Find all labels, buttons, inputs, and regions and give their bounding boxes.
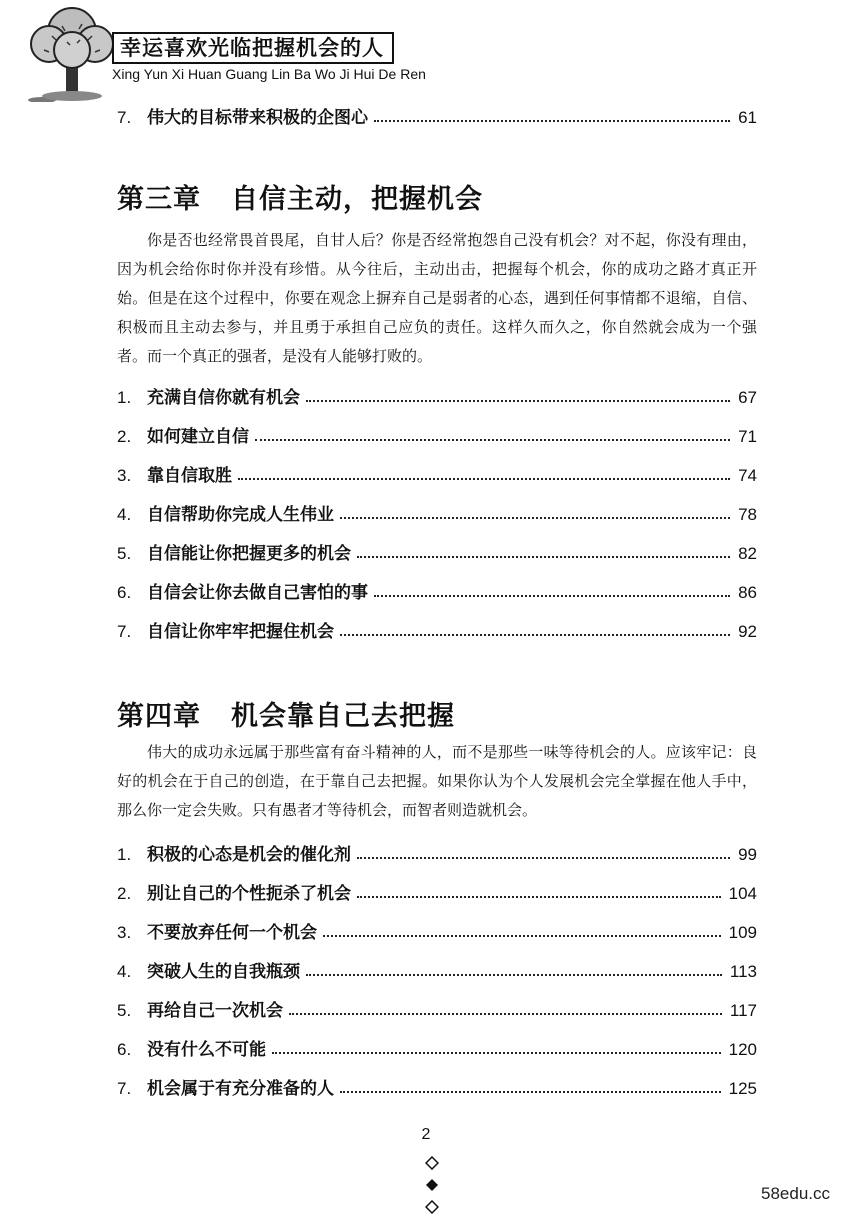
- toc-leader-dots: [357, 555, 730, 558]
- book-title-pinyin: Xing Yun Xi Huan Guang Lin Ba Wo Ji Hui De Ren: [112, 66, 426, 82]
- toc-item[interactable]: [117, 378, 757, 408]
- diamond-outline-icon: [425, 1156, 439, 1170]
- toc-leader-dots: [323, 934, 721, 937]
- toc-item-title: 机会属于有充分准备的人: [147, 1079, 334, 1099]
- diamond-outline-icon: [425, 1200, 439, 1214]
- toc-item-page: 125: [728, 1079, 757, 1098]
- chapter-heading[interactable]: [117, 694, 455, 733]
- chapter-title: 机会靠自己去把握: [231, 701, 455, 732]
- page-number: 2: [421, 1126, 431, 1143]
- toc-item-page: 113: [729, 962, 757, 981]
- toc-item-number: 6.: [117, 1040, 132, 1059]
- toc-item-page: 78: [738, 505, 757, 524]
- toc-leader-dots: [374, 119, 730, 122]
- toc-item-page: 99: [738, 845, 757, 864]
- toc-item-title: 积极的心态是机会的催化剂: [147, 845, 351, 865]
- toc-item-number: 6.: [117, 583, 132, 602]
- toc-item-number: 1.: [117, 388, 132, 407]
- toc-item-title: 没有什么不可能: [147, 1040, 266, 1060]
- toc-leader-dots: [357, 895, 721, 898]
- toc-item-title: 突破人生的自我瓶颈: [147, 962, 300, 982]
- toc-leader-dots: [289, 1012, 722, 1015]
- toc-item-title: 充满自信你就有机会: [147, 388, 300, 408]
- toc-item[interactable]: [117, 1030, 757, 1060]
- toc-item-page: 109: [728, 923, 757, 942]
- toc-item-number: 4.: [117, 505, 132, 524]
- toc-item-page: 67: [738, 388, 757, 407]
- toc-item-title: 自信能让你把握更多的机会: [147, 544, 351, 564]
- toc-item-title: 伟大的目标带来积极的企图心: [147, 108, 368, 128]
- toc-item-page: 71: [738, 427, 757, 446]
- toc-leader-dots: [238, 477, 730, 480]
- toc-item[interactable]: [117, 835, 757, 865]
- toc-item-number: 7.: [117, 622, 132, 641]
- toc-item-page: 74: [738, 466, 757, 485]
- diamond-filled-icon: [425, 1178, 439, 1192]
- toc-item-page: 82: [738, 544, 757, 563]
- toc-item[interactable]: [117, 98, 757, 128]
- toc-item-title: 再给自己一次机会: [147, 1001, 283, 1021]
- toc-item-number: 2.: [117, 884, 132, 903]
- toc-item-number: 1.: [117, 845, 132, 864]
- book-title: 幸运喜欢光临把握机会的人: [112, 32, 394, 64]
- toc-item-title: 别让自己的个性扼杀了机会: [147, 884, 351, 904]
- toc-item[interactable]: [117, 952, 757, 982]
- chapter-intro: 你是否也经常畏首畏尾，自甘人后？你是否经常抱怨自己没有机会？对不起，你没有理由，因为机会给你时你并没有珍惜。从今往后，主动出击，把握每个机会，你的成功之路才真正开始。但是在这个过程中，你要在观念上摒弃自己是弱者的心态，遇到任何事情都不退缩，自信、积极而且主动去参与，并且勇于承担自己应负的责任。这样久而久之，你自然就会成为一个强者。而一个真正的强者，是没有人能够打败的。: [117, 231, 757, 365]
- toc-item-title: 不要放弃任何一个机会: [147, 923, 317, 943]
- toc-item-number: 2.: [117, 427, 132, 446]
- toc-leader-dots: [340, 1090, 721, 1093]
- toc-item[interactable]: [117, 417, 757, 447]
- chapter-number: 第四章: [117, 701, 201, 732]
- toc-item[interactable]: [117, 874, 757, 904]
- toc-item-title: 如何建立自信: [147, 427, 249, 447]
- toc-item[interactable]: [117, 913, 757, 943]
- toc-item-title: 自信会让你去做自己害怕的事: [147, 583, 368, 603]
- chapter-number: 第三章: [117, 184, 201, 215]
- toc-leader-dots: [306, 973, 722, 976]
- toc-item-number: 5.: [117, 1001, 132, 1020]
- toc-item[interactable]: [117, 456, 757, 486]
- toc-item[interactable]: [117, 495, 757, 525]
- toc-item-number: 4.: [117, 962, 132, 981]
- toc-item-title: 靠自信取胜: [147, 466, 232, 486]
- toc-leader-dots: [272, 1051, 721, 1054]
- toc-item-number: 5.: [117, 544, 132, 563]
- toc-item-page: 86: [738, 583, 757, 602]
- toc-item-number: 7.: [117, 108, 132, 127]
- toc-leader-dots: [306, 399, 730, 402]
- toc-leader-dots: [255, 438, 730, 441]
- toc-item-page: 61: [738, 108, 757, 127]
- toc-item-page: 117: [729, 1001, 757, 1020]
- chapter-intro: 伟大的成功永远属于那些富有奋斗精神的人，而不是那些一味等待机会的人。应该牢记：良好的机会在于自己的创造，在于靠自己去把握。如果你认为个人发展机会完全掌握在他人手中，那么你一定会失败。只有愚者才等待机会，而智者则造就机会。: [117, 743, 757, 819]
- toc-item-number: 7.: [117, 1079, 132, 1098]
- tree-logo-icon: [22, 6, 122, 102]
- site-watermark: 58edu.cc: [761, 1184, 830, 1203]
- toc-item-number: 3.: [117, 466, 132, 485]
- toc-item-title: 自信帮助你完成人生伟业: [147, 505, 334, 525]
- toc-leader-dots: [340, 516, 730, 519]
- toc-item[interactable]: [117, 573, 757, 603]
- toc-item-page: 104: [728, 884, 757, 903]
- toc-item-page: 92: [738, 622, 757, 641]
- chapter-heading[interactable]: [117, 177, 483, 216]
- toc-item[interactable]: [117, 991, 757, 1021]
- toc-item-page: 120: [728, 1040, 757, 1059]
- toc-item[interactable]: [117, 534, 757, 564]
- toc-leader-dots: [357, 856, 730, 859]
- toc-item[interactable]: [117, 1069, 757, 1099]
- page-header: [0, 0, 852, 100]
- toc-leader-dots: [340, 633, 730, 636]
- toc-item-number: 3.: [117, 923, 132, 942]
- toc-leader-dots: [374, 594, 730, 597]
- toc-item[interactable]: [117, 612, 757, 642]
- toc-item-title: 自信让你牢牢把握住机会: [147, 622, 334, 642]
- chapter-title: 自信主动，把握机会: [231, 184, 483, 215]
